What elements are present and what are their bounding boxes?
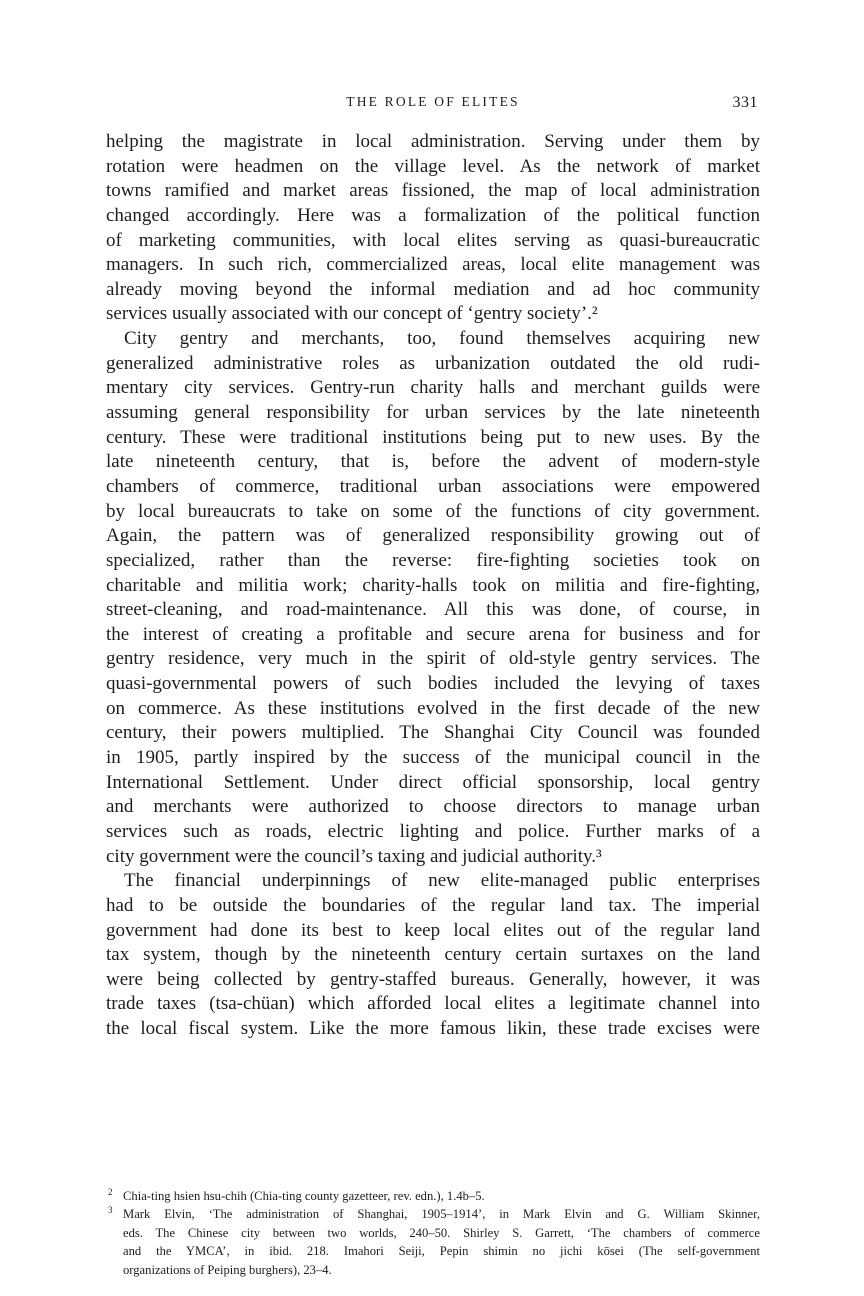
text-line: of marketing communities, with local elites serving as quasi-bureaucratic: [106, 229, 760, 251]
text-line: towns ramified and market areas fissioned, the map of local administration: [106, 180, 760, 202]
text-line: trade taxes (tsa-chüan) which afforded local elites a legitimate channel into: [106, 993, 760, 1015]
text-line: charitable and militia work; charity-halls took on militia and fire-fighting,: [106, 574, 760, 596]
page-number: 331: [732, 94, 758, 111]
footnote-text: Mark Elvin, ‘The administration of Shanghai, 1905–1914’, in Mark Elvin and G. William Skinner,: [123, 1207, 760, 1222]
text-line: government had done its best to keep local elites out of the regular land: [106, 919, 760, 941]
paragraph-first-line: City gentry and merchants, too, found themselves acquiring new: [124, 328, 760, 350]
text-line: generalized administrative roles as urbanization outdated the old rudi-: [106, 352, 760, 374]
footnote-text: Chia-ting hsien hsu-chih (Chia-ting county gazetteer, rev. edn.), 1.4b–5.: [123, 1189, 485, 1203]
text-line: Again, the pattern was of generalized responsibility growing out of: [106, 525, 760, 547]
footnote-line: eds. The Chinese city between two worlds, 240–50. Shirley S. Garrett, ‘The chambers of commerce: [123, 1225, 760, 1240]
text-line: gentry residence, very much in the spirit of old-style gentry services. The: [106, 648, 760, 670]
text-line: by local bureaucrats to take on some of the functions of city government.: [106, 500, 760, 522]
footnote-line: [106, 1205, 760, 1223]
text-line: services such as roads, electric lighting and police. Further marks of a: [106, 820, 760, 842]
text-line: chambers of commerce, traditional urban associations were empowered: [106, 475, 760, 497]
footnote-3: [106, 1205, 760, 1279]
text-line: specialized, rather than the reverse: fire-fighting societies took on: [106, 549, 760, 571]
text-line: assuming general responsibility for urban services by the late nineteenth: [106, 402, 760, 424]
text-line: and merchants were authorized to choose directors to manage urban: [106, 796, 760, 818]
text-line: had to be outside the boundaries of the regular land tax. The imperial: [106, 894, 760, 916]
text-line: street-cleaning, and road-maintenance. All this was done, of course, in: [106, 599, 760, 621]
text-line: changed accordingly. Here was a formalization of the political function: [106, 204, 760, 226]
text-line: in 1905, partly inspired by the success of the municipal council in the: [106, 747, 760, 769]
text-line: late nineteenth century, that is, before the advent of modern-style: [106, 451, 760, 473]
text-line: quasi-governmental powers of such bodies included the levying of taxes: [106, 673, 760, 695]
running-title: THE ROLE OF ELITES: [346, 94, 520, 109]
text-line: city government were the council’s taxing and judicial authority.³: [106, 845, 602, 867]
text-line: tax system, though by the nineteenth century certain surtaxes on the land: [106, 944, 760, 966]
footnotes: [106, 1187, 760, 1279]
footnote-2: [106, 1187, 760, 1205]
footnote-mark: 2: [108, 1187, 113, 1197]
text-line: were being collected by gentry-staffed bureaus. Generally, however, it was: [106, 968, 760, 990]
footnote-line: and the YMCA’, in ibid. 218. Imahori Seiji, Pepin shimin no jichi kōsei (The self-government: [123, 1244, 760, 1259]
text-line: on commerce. As these institutions evolved in the first decade of the new: [106, 697, 760, 719]
text-line: helping the magistrate in local administration. Serving under them by: [106, 131, 760, 152]
text-line: rotation were headmen on the village level. As the network of market: [106, 155, 760, 177]
footnote-mark: 3: [108, 1205, 113, 1216]
text-line: already moving beyond the informal mediation and ad hoc community: [106, 278, 760, 300]
footnote-line: organizations of Peiping burghers), 23–4.: [123, 1262, 332, 1277]
footnote-line: [106, 1187, 760, 1205]
text-line: century. These were traditional institutions being put to new uses. By the: [106, 426, 760, 448]
running-head: [106, 94, 760, 114]
text-line: century, their powers multiplied. The Shanghai City Council was founded: [106, 722, 760, 744]
text-line: services usually associated with our concept of ‘gentry society’.²: [106, 303, 598, 325]
text-line: the local fiscal system. Like the more famous likin, these trade excises were: [106, 1018, 760, 1040]
text-line: managers. In such rich, commercialized areas, local elite management was: [106, 254, 760, 276]
text-line: International Settlement. Under direct official sponsorship, local gentry: [106, 771, 760, 793]
body-text: [106, 130, 760, 1042]
text-line: the interest of creating a profitable and secure arena for business and for: [106, 623, 760, 645]
text-line: mentary city services. Gentry-run charity halls and merchant guilds were: [106, 377, 760, 399]
paragraph-first-line: The financial underpinnings of new elite-managed public enterprises: [124, 870, 760, 892]
